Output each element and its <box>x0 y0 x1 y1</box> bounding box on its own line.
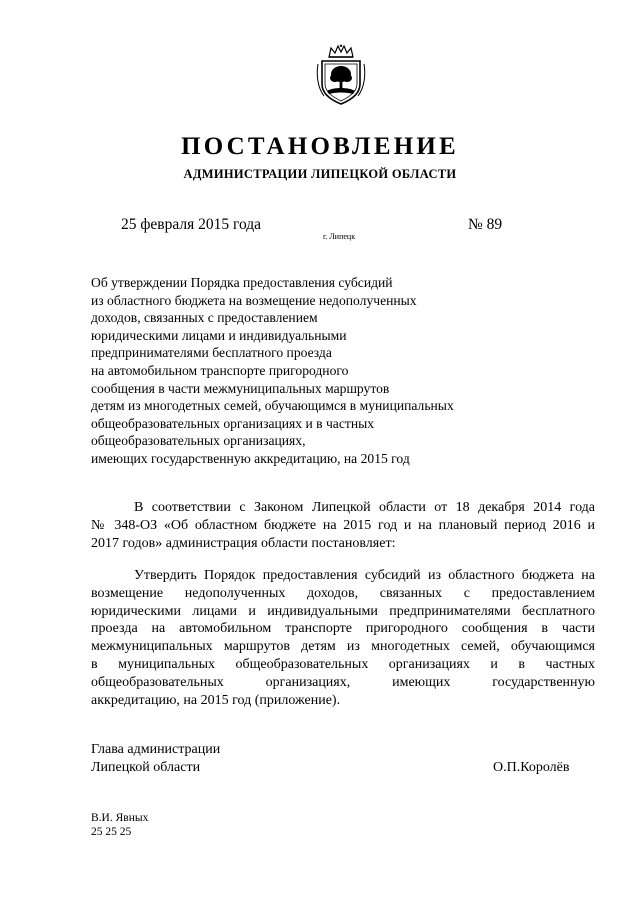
subject-line: на автомобильном транспорте пригородного <box>91 362 349 378</box>
coat-of-arms-icon <box>316 44 366 106</box>
document-date: 25 февраля 2015 года <box>121 216 262 233</box>
preamble-paragraph <box>91 499 595 552</box>
subject-line: юридическими лицами и индивидуальными <box>91 327 347 343</box>
subject-line: сообщения в части межмуниципальных маршрутов <box>91 380 390 396</box>
paragraph-line: 2017 годов» администрация области постановляет: <box>91 535 396 551</box>
subject-line: общеобразовательных организациях, <box>91 433 306 449</box>
subject-line: из областного бюджета на возмещение недополученных <box>91 292 417 308</box>
signatory-position-line: Липецкой области <box>91 759 201 775</box>
subject-line: Об утверждении Порядка предоставления субсидий <box>91 275 393 290</box>
signatory-position <box>91 741 220 777</box>
resolution-paragraph <box>91 567 595 709</box>
subject-line: общеобразовательных организациях и в частных <box>91 415 375 431</box>
paragraph-line: возмещение недополученных доходов, связанных с предоставлением <box>91 585 595 601</box>
document-city: г. Липецк <box>323 232 356 241</box>
executor-phone: 25 25 25 <box>91 826 132 838</box>
paragraph-line: В соответствии с Законом Липецкой области от 18 декабря 2014 года <box>134 500 595 515</box>
issuing-authority: АДМИНИСТРАЦИИ ЛИПЕЦКОЙ ОБЛАСТИ <box>183 167 457 181</box>
subject-line: предпринимателями бесплатного проезда <box>91 345 332 361</box>
paragraph-line: Утвердить Порядок предоставления субсидий из областного бюджета на <box>134 568 595 583</box>
subject-line: доходов, связанных с предоставлением <box>91 310 318 326</box>
paragraph-line: проезда на автомобильном транспорте пригородного сообщения в части <box>91 621 595 637</box>
document-subject <box>91 274 454 468</box>
document-number: № 89 <box>468 216 503 233</box>
executor-name: В.И. Явных <box>91 812 149 824</box>
subject-line: имеющих государственную аккредитацию, на 2015 год <box>91 450 410 466</box>
paragraph-line: юридическими лицами и индивидуальными предпринимателями бесплатного <box>91 603 595 619</box>
paragraph-line: в муниципальных общеобразовательных организациях и в частных <box>91 656 595 672</box>
executor-info <box>91 811 148 839</box>
subject-line: детям из многодетных семей, обучающимся в муниципальных <box>91 398 454 414</box>
paragraph-line: № 348-ОЗ «Об областном бюджете на 2015 год и на плановый период 2016 и <box>91 517 595 533</box>
signatory-name: О.П.Королёв <box>493 760 570 775</box>
paragraph-line: аккредитацию, на 2015 год (приложение). <box>91 692 341 708</box>
paragraph-line: межмуниципальных маршрутов детям из многодетных семей, обучающимся <box>91 639 595 655</box>
signatory-position-line: Глава администрации <box>91 742 221 757</box>
paragraph-line: общеобразовательных организациях, имеющих государственную <box>91 674 595 690</box>
document-title: ПОСТАНОВЛЕНИЕ <box>181 133 459 160</box>
